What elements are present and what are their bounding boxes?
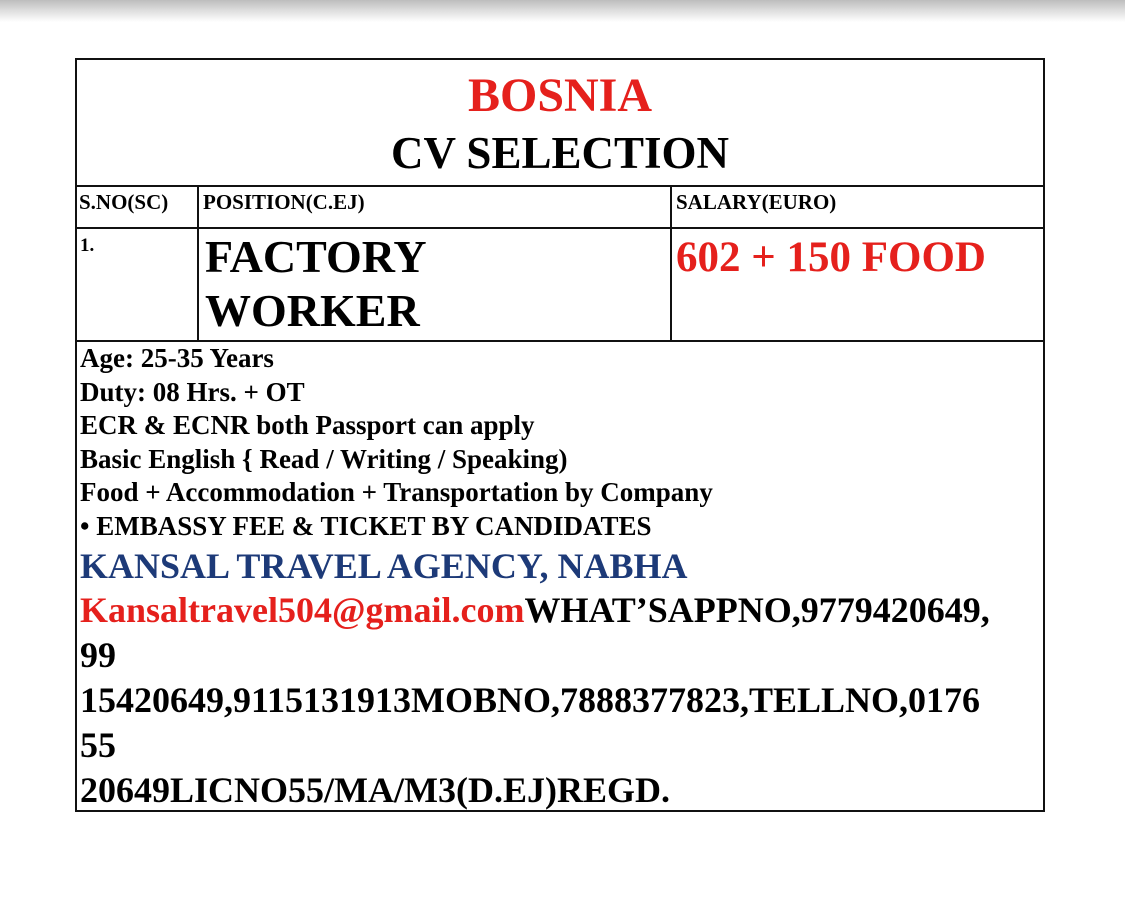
requirement-age: Age: 25-35 Years	[80, 343, 274, 373]
requirement-benefits: Food + Accommodation + Transportation by Company	[80, 477, 713, 507]
contact-block	[80, 588, 1040, 813]
requirement-english: Basic English { Read / Writing / Speaking)	[80, 443, 568, 474]
header-cell-position	[199, 185, 672, 227]
cell-position	[199, 227, 672, 340]
contact-line-5: 20649LICNO55/MA/M3(D.EJ)REGD.	[80, 770, 670, 810]
table-row	[77, 227, 1043, 342]
contact-line-4: 55	[80, 725, 116, 765]
country-title: BOSNIA	[467, 69, 653, 122]
cell-sno	[77, 227, 199, 340]
table-header-row	[77, 185, 1043, 229]
requirement-passport: ECR & ECNR both Passport can apply	[80, 410, 535, 440]
contact-line-2: 99	[80, 635, 116, 675]
salary-value: 602 + 150 FOOD	[676, 234, 986, 281]
header-cell-sno	[77, 185, 199, 227]
title-block	[77, 60, 1043, 187]
position-title	[205, 230, 645, 338]
whatsapp-text: WHAT’SAPPNO,9779420649,	[524, 590, 990, 630]
requirement-duty: Duty: 08 Hrs. + OT	[80, 376, 305, 407]
top-shadow	[0, 0, 1125, 22]
contact-line-1	[80, 588, 1040, 633]
requirement-fees: • EMBASSY FEE & TICKET BY CANDIDATES	[80, 510, 652, 541]
cell-salary	[672, 227, 1043, 340]
contact-line-3: 15420649,9115131913MOBNO,7888377823,TELLNO,0176	[80, 680, 981, 720]
notice-subtitle: CV SELECTION	[390, 128, 730, 178]
job-notice-sheet	[75, 58, 1045, 812]
agency-name: KANSAL TRAVEL AGENCY, NABHA	[80, 546, 688, 586]
position-line-1: FACTORY	[205, 231, 427, 282]
header-cell-salary	[672, 185, 1043, 227]
agency-email[interactable]: Kansaltravel504@gmail.com	[80, 590, 525, 630]
header-sno: S.NO(SC)	[79, 190, 169, 214]
header-salary: SALARY(EURO)	[676, 190, 837, 214]
header-position: POSITION(C.EJ)	[203, 190, 365, 214]
details-section	[80, 342, 1042, 813]
serial-number: 1.	[80, 235, 95, 256]
position-line-2: WORKER	[205, 285, 420, 336]
